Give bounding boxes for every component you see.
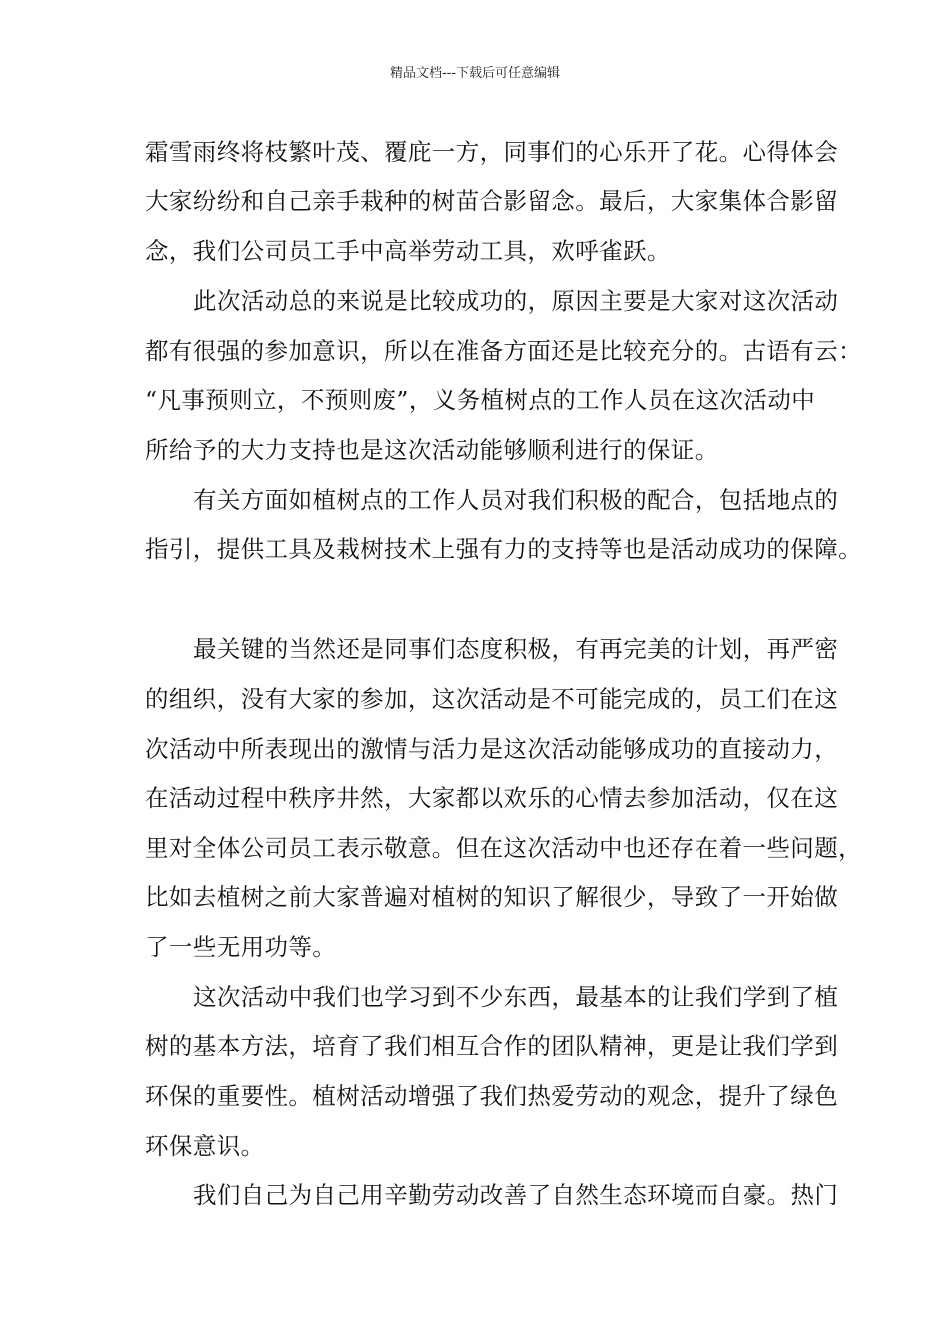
- body-line: “凡事预则立，不预则废”，义务植树点的工作人员在这次活动中: [145, 386, 816, 414]
- paragraph-first-line: 最关键的当然还是同事们态度积极，有再完美的计划，再严密: [193, 635, 839, 663]
- page-header: 精品文档---下载后可任意编辑: [389, 66, 561, 81]
- body-line: 念，我们公司员工手中高举劳动工具，欢呼雀跃。: [145, 237, 671, 265]
- body-line: 大家纷纷和自己亲手栽种的树苗合影留念。最后，大家集体合影留: [145, 187, 839, 215]
- body-line: 都有很强的参加意识，所以在准备方面还是比较充分的。古语有云：: [145, 337, 862, 365]
- body-line: 在活动过程中秩序井然，大家都以欢乐的心情去参加活动，仅在这: [145, 784, 839, 812]
- body-line: 次活动中所表现出的激情与活力是这次活动能够成功的直接动力，: [145, 735, 839, 763]
- body-line: 环保意识。: [145, 1132, 265, 1160]
- body-line: 了一些无用功等。: [145, 933, 337, 961]
- body-line: 霜雪雨终将枝繁叶茂、覆庇一方，同事们的心乐开了花。心得体会: [145, 138, 839, 166]
- body-line: 所给予的大力支持也是这次活动能够顺利进行的保证。: [145, 436, 719, 464]
- body-line: 里对全体公司员工表示敬意。但在这次活动中也还存在着一些问题，: [145, 834, 862, 862]
- body-line: 比如去植树之前大家普遍对植树的知识了解很少，导致了一开始做: [145, 883, 839, 911]
- body-line: 树的基本方法，培育了我们相互合作的团队精神，更是让我们学到: [145, 1032, 839, 1060]
- paragraph-first-line: 有关方面如植树点的工作人员对我们积极的配合，包括地点的: [193, 486, 839, 514]
- paragraph-first-line: 这次活动中我们也学习到不少东西，最基本的让我们学到了植: [193, 983, 839, 1011]
- body-line: 环保的重要性。植树活动增强了我们热爱劳动的观念，提升了绿色: [145, 1082, 839, 1110]
- paragraph-first-line: 此次活动总的来说是比较成功的，原因主要是大家对这次活动: [193, 287, 839, 315]
- paragraph-first-line: 我们自己为自己用辛勤劳动改善了自然生态环境而自豪。热门: [193, 1181, 839, 1209]
- body-line: 的组织，没有大家的参加，这次活动是不可能完成的，员工们在这: [145, 685, 839, 713]
- body-line: 指引，提供工具及栽树技术上强有力的支持等也是活动成功的保障。: [145, 535, 862, 563]
